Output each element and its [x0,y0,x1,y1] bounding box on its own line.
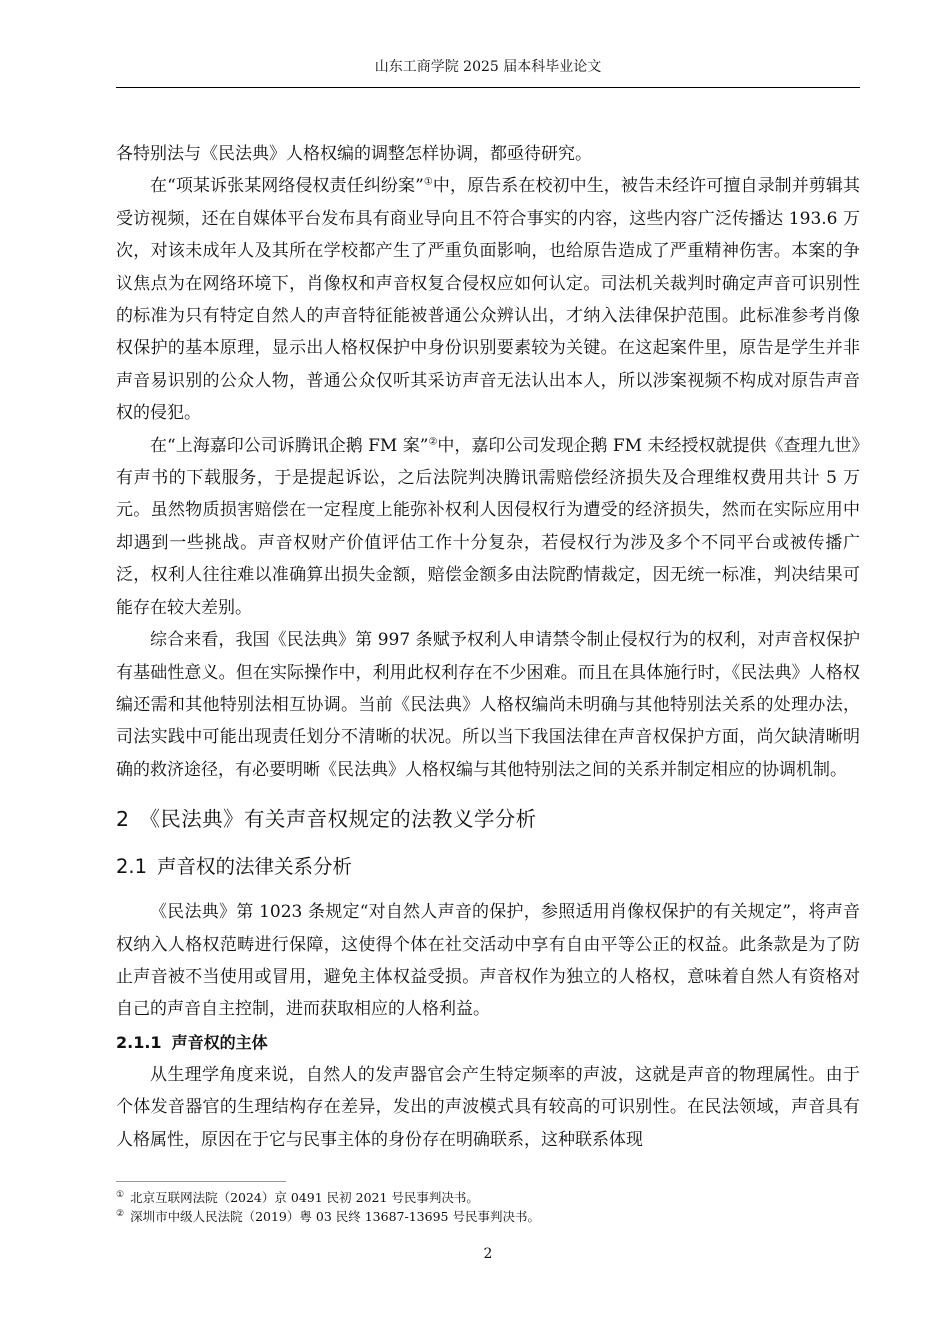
subsection-title: 声音权的法律关系分析 [157,855,353,879]
footnote-item [116,1207,860,1226]
subsection-heading [116,850,860,884]
footnote-text: 北京互联网法院（2024）京 0491 民初 2021 号民事判决书。 [130,1190,479,1205]
paragraph-case-jiayin [116,430,860,624]
paragraph-text: 中，原告系在校初中生，被告未经许可擅自录制并剪辑其受访视频，还在自媒体平台发布具有商业导向且不符合事实的内容，这些内容广泛传播达 193.6 万次，对该未成年人及其所在学校都产生了严重负面影响，也给原告造成了严重精神伤害。本案的争议焦点为在网络环境下，肖像权和声音权复合侵权应如何认定。司法机关裁判时确定声音可识别性的标准为只有特定自然人的声音特征能被普通公众辨认出，才纳入法律保护范围。此标准参考肖像权保护的基本原理，显示出人格权保护中身份识别要素较为关键。在这起案件里，原告是学生并非声音易识别的公众人物，普通公众仅听其采访声音无法认出本人，所以涉案视频不构成对原告声音权的侵犯。 [116,176,861,424]
paragraph-text: 中，嘉印公司发现企鹅 FM 未经授权就提供《查理九世》有声书的下载服务，于是提起诉讼，之后法院判决腾讯需赔偿经济损失及合理维权费用共计 5 万元。虽然物质损害赔偿在一定程度上能弥补权利人因侵权行为遭受的经济损失，然而在实际应用中却遇到一些挑战。声音权财产价值评估工作十分复杂，若侵权行为涉及多个不同平台或被传播广泛，权利人往往难以准确算出损失金额，赔偿金额多由法院酌情裁定，因无统一标准，判决结果可能存在较大差别。 [116,435,860,618]
footnote-reference[interactable]: ② [428,436,438,447]
footnote-item [116,1188,860,1207]
footnote-text: 深圳市中级人民法院（2019）粤 03 民终 13687-13695 号民事判决书。 [130,1209,540,1224]
paragraph-voice-subject: 从生理学角度来说，自然人的发声器官会产生特定频率的声波，这就是声音的物理属性。由于个体发音器官的生理结构存在差异，发出的声波模式具有较高的可识别性。在民法领域，声音具有人格属性，原因在于它与民事主体的身份存在明确联系，这种联系体现 [116,1064,860,1150]
footnote-mark: ② [116,1208,125,1219]
subsubsection-number: 2.1.1 [116,1032,162,1052]
header-rule [116,87,860,88]
paragraph-continued: 各特别法与《民法典》人格权编的调整怎样协调，都亟待研究。 [116,144,592,164]
footnote-reference[interactable]: ① [423,176,433,188]
paragraph-summary: 综合来看，我国《民法典》第 997 条赋予权利人申请禁令制止侵权行为的权利，对声音权保护有基础性意义。但在实际操作中，利用此权利存在不少困难。而且在具体施行时，《民法典》人格权编还需和其他特别法相互协调。当前《民法典》人格权编尚未明确与其他特别法关系的处理办法，司法实践中可能出现责任划分不清晰的状况。所以当下我国法律在声音权保护方面，尚欠缺清晰明确的救济途径，有必要明晰《民法典》人格权编与其他特别法之间的关系并制定相应的协调机制。 [116,630,860,780]
section-title: 《民法典》有关声音权规定的法教义学分析 [139,807,537,832]
running-header: 山东工商学院 2025 届本科毕业论文 [374,59,602,75]
paragraph-text: 在“项某诉张某网络侵权责任纠纷案” [150,176,424,197]
paragraph-case-xiang [116,170,860,429]
subsubsection-heading [116,1027,860,1059]
section-number: 2 [116,807,130,832]
footnotes [116,1188,860,1226]
paragraph-article-1023: 《民法典》第 1023 条规定“对自然人声音的保护，参照适用肖像权保护的有关规定”，将声音权纳入人格权范畴进行保障，这使得个体在社交活动中享有自由平等公正的权益。此条款是为了防止声音被不当使用或冒用，避免主体权益受损。声音权作为独立的人格权，意味着自然人有资格对自己的声音自主控制，进而获取相应的人格利益。 [116,902,860,1020]
body-text [116,138,860,1156]
footnote-mark: ① [116,1189,125,1200]
footnote-divider [116,1181,286,1182]
subsubsection-title: 声音权的主体 [171,1032,268,1052]
page-number: 2 [483,1246,493,1262]
section-heading [116,800,860,838]
subsection-number: 2.1 [116,855,148,879]
paragraph-text: 在“上海嘉印公司诉腾讯企鹅 FM 案” [150,435,429,456]
